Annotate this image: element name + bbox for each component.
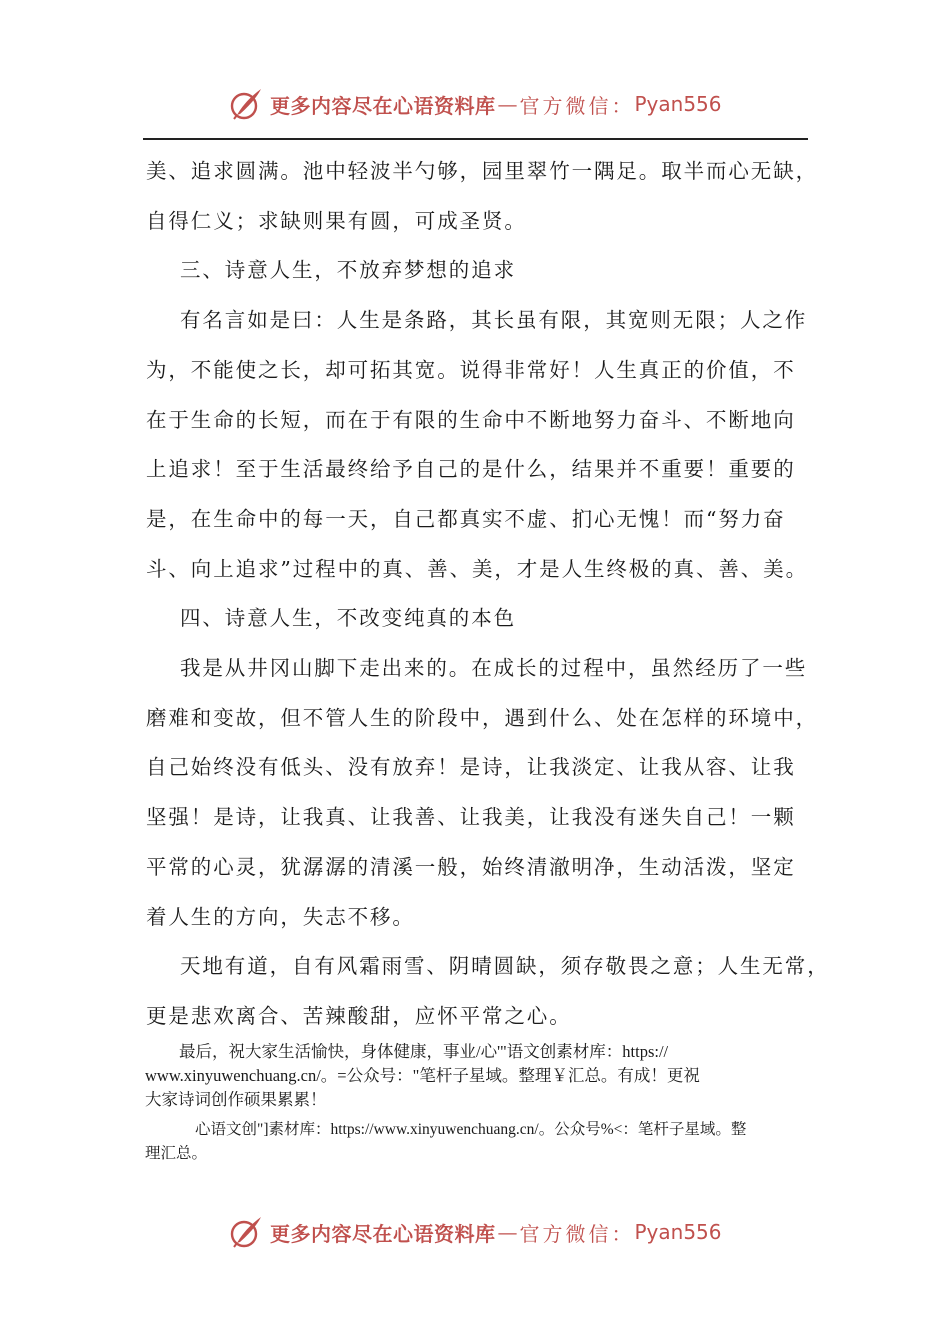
closing-notes [145,1040,815,1166]
body-line: 自己始终没有低头、没有放弃！是诗，让我淡定、让我从容、让我 [146,755,796,780]
article-body [146,147,830,1042]
body-line: 美、追求圆满。池中轻波半勺够，园里翠竹一隅足。取半而心无缺， [146,159,818,183]
banner-title: 更多内容尽在心语资料库 [270,1221,496,1246]
banner-separator: — [497,1220,518,1244]
body-line: 坚强！是诗，让我真、让我善、让我美，让我没有迷失自己！一颗 [146,805,796,830]
body-line: 平常的心灵，犹潺潺的清溪一般，始终清澈明净，生动活泼，坚定 [146,854,796,879]
banner-title: 更多内容尽在心语资料库 [270,93,496,118]
section-heading: 三、诗意人生，不放弃梦想的追求 [180,258,516,283]
body-line: 是，在生命中的每一天，自己都真实不虚、扪心无愧！而“努力奋 [146,506,786,531]
footer-note [145,1118,815,1166]
body-line: 更是悲欢离合、苦辣酸甜，应怀平常之心。 [146,1003,572,1028]
footer-banner [228,1212,722,1252]
body-line: 为，不能使之长，却可拓其宽。说得非常好！人生真正的价值，不 [146,357,796,382]
body-line: 磨难和变故，但不管人生的阶段中，遇到什么、处在怎样的环境中， [146,705,818,730]
section-heading: 四、诗意人生，不改变纯真的本色 [180,606,516,631]
body-line: 有名言如是曰：人生是条路，其长虽有限，其宽则无限；人之作 [180,308,808,333]
header-divider [143,138,808,140]
body-line: 上追求！至于生活最终给予自己的是什么，结果并不重要！重要的 [146,457,796,482]
footer-note-line: 心语文创"]素材库：https://www.xinyuwenchuang.cn/。公众号%<：笔杆子星域。整 [195,1121,747,1138]
banner-wechat-id: Pyan556 [634,1220,722,1244]
body-line: 我是从井冈山脚下走出来的。在成长的过程中，虽然经历了一些 [180,656,808,681]
body-line: 斗、向上追求”过程中的真、善、美，才是人生终极的真、善、美。 [146,556,808,581]
quill-pen-logo-icon [228,86,264,122]
banner-wechat-id: Pyan556 [634,92,722,116]
closing-line: 大家诗词创作硕果累累！ [145,1090,327,1109]
banner-wechat-label: 官方微信： [519,1221,635,1246]
header-banner [228,84,722,124]
body-line: 在于生命的长短，而在于有限的生命中不断地努力奋斗、不断地向 [146,407,796,432]
closing-line: www.xinyuwenchuang.cn/。=公众号："笔杆子星域。整理￥汇总。有成！更祝 [145,1066,700,1085]
body-line: 着人生的方向，失志不移。 [146,904,415,929]
banner-wechat-label: 官方微信： [519,93,635,118]
quill-pen-logo-icon [228,1214,264,1250]
closing-line: 最后，祝大家生活愉快，身体健康，事业/心'"语文创素材库：https:// [179,1042,669,1061]
body-line: 天地有道，自有风霜雨雪、阴晴圆缺，须存敬畏之意；人生无常， [180,954,830,979]
footer-note-line: 理汇总。 [145,1145,208,1162]
body-line: 自得仁义；求缺则果有圆，可成圣贤。 [146,208,527,233]
banner-separator: — [497,92,518,116]
